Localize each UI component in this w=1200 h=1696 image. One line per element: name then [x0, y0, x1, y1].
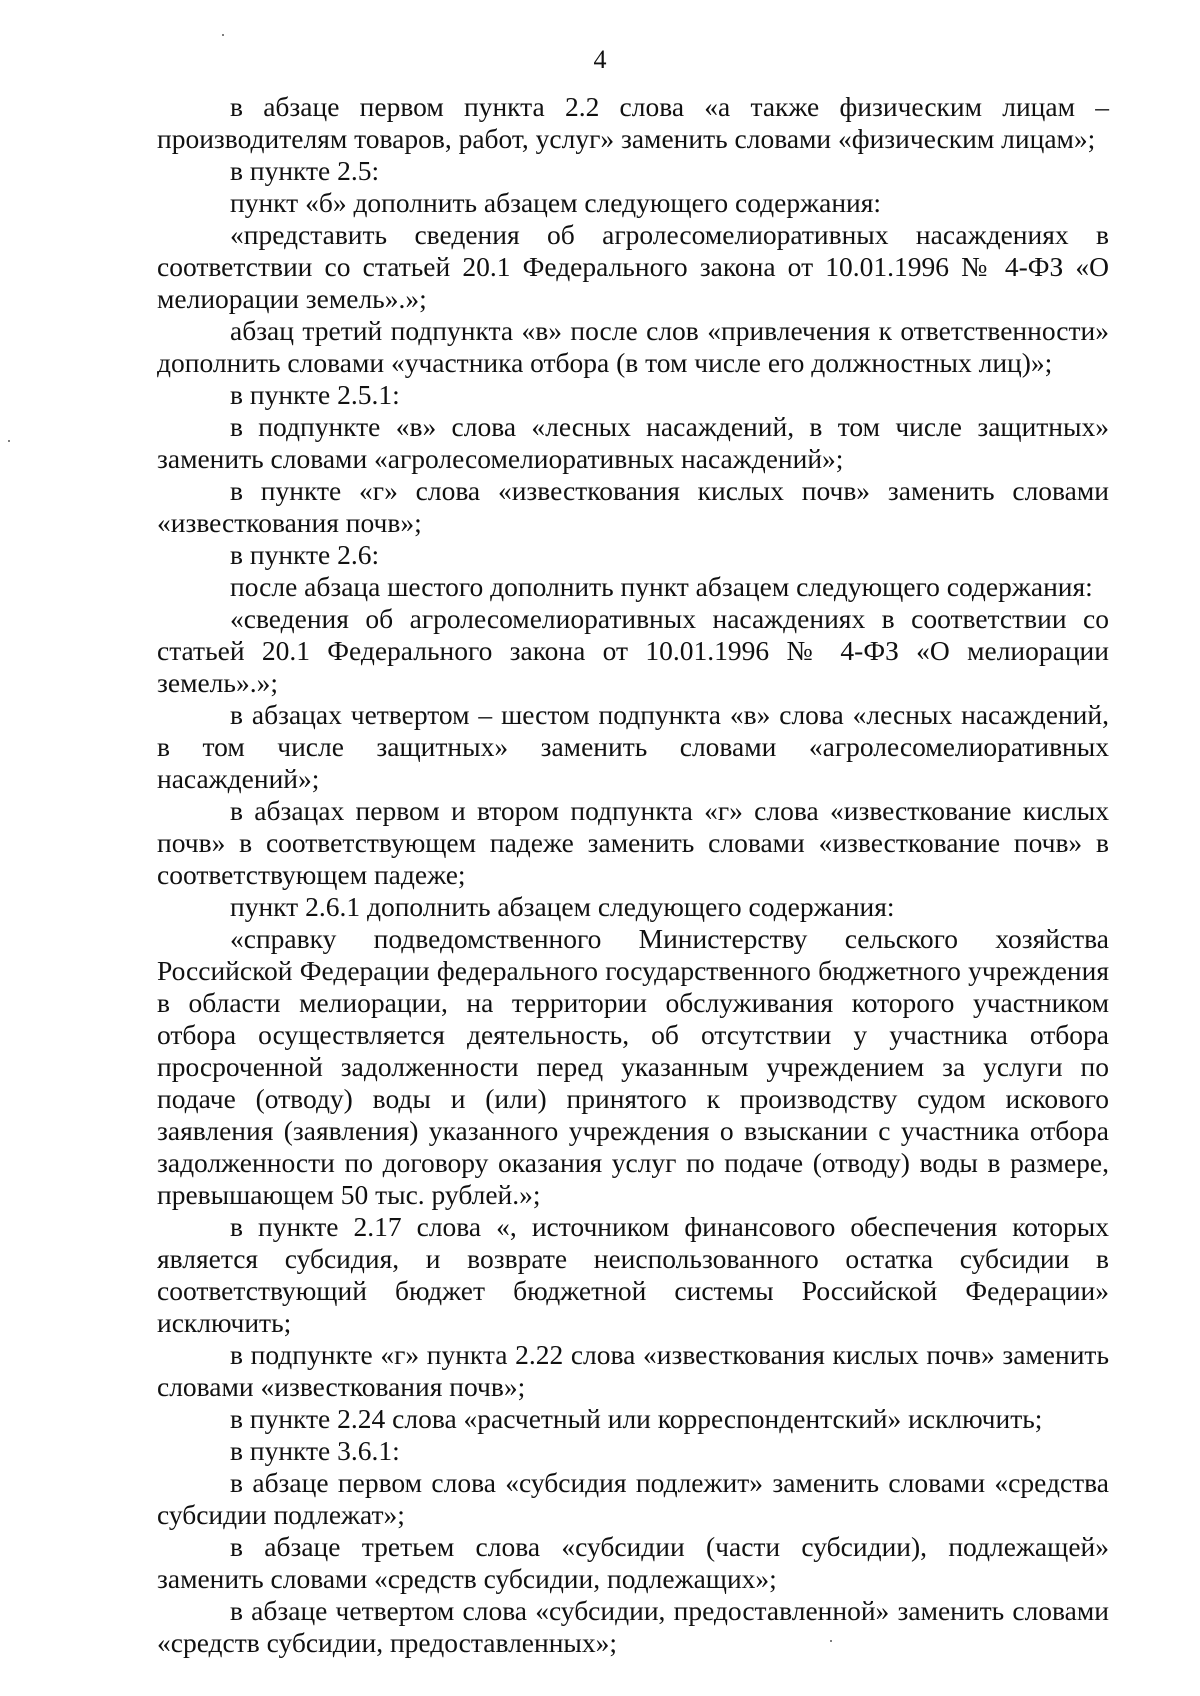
paragraph: в пункте 2.5.1:	[230, 379, 400, 410]
paragraph: в абзаце третьем слова «субсидии (части субсидии), подлежащей» заменить словами «средств субсидии, подлежащих»;	[157, 1531, 1109, 1594]
paragraph: в пункте 2.24 слова «расчетный или корреспондентский» исключить;	[230, 1403, 1043, 1434]
paragraph: пункт «б» дополнить абзацем следующего содержания:	[230, 187, 882, 218]
paragraph: в абзаце первом слова «субсидия подлежит» заменить словами «средства субсидии подлежат»;	[157, 1467, 1109, 1530]
paragraph: в пункте «г» слова «известкования кислых почв» заменить словами «известкования почв»;	[157, 475, 1109, 538]
paragraph: после абзаца шестого дополнить пункт абзацем следующего содержания:	[230, 571, 1093, 602]
paragraph: в пункте 3.6.1:	[230, 1435, 400, 1466]
paragraph: «справку подведомственного Министерству сельского хозяйства Российской Федерации федерального государственного бюджетного учреждения в области мелиорации, на территории обслуживания которого участником отбора осуществляется деятельность, об отсутствии у участника отбора просроченной задолженности перед указанным учреждением за услуги по подаче (отводу) воды и (или) принятого к производству судом искового заявления (заявления) указанного учреждения о взыскании с участника отбора задолженности по договору оказания услуг по подаче (отводу) воды в размере, превышающем 50 тыс. рублей.»;	[157, 923, 1109, 1210]
paragraph: в абзаце первом пункта 2.2 слова «а также физическим лицам – производителям товаров, работ, услуг» заменить словами «физическим лицам»;	[157, 91, 1109, 154]
paragraph: в пункте 2.17 слова «, источником финансового обеспечения которых является субсидия, и возврате неиспользованного остатка субсидии в соответствующий бюджет бюджетной системы Российской Федерации» исключить;	[157, 1211, 1109, 1338]
paragraph: пункт 2.6.1 дополнить абзацем следующего содержания:	[230, 891, 895, 922]
paragraph: в абзацах первом и втором подпункта «г» слова «известкование кислых почв» в соответствующем падеже заменить словами «известкование почв» в соответствующем падеже;	[157, 795, 1109, 890]
paragraph: «представить сведения об агролесомелиоративных насаждениях в соответствии со статьей 20.1 Федерального закона от 10.01.1996 № 4-ФЗ «О мелиорации земель».»;	[157, 219, 1109, 314]
document-body	[157, 91, 1109, 1659]
paragraph: в абзацах четвертом – шестом подпункта «в» слова «лесных насаждений, в том числе защитных» заменить словами «агролесомелиоративных насаждений»;	[157, 699, 1109, 794]
paragraph: в подпункте «в» слова «лесных насаждений, в том числе защитных» заменить словами «агролесомелиоративных насаждений»;	[157, 411, 1109, 474]
scan-speck	[8, 440, 10, 442]
scan-speck	[222, 34, 224, 36]
paragraph: в абзаце четвертом слова «субсидии, предоставленной» заменить словами «средств субсидии, предоставленных»;	[157, 1595, 1109, 1658]
paragraph: абзац третий подпункта «в» после слов «привлечения к ответственности» дополнить словами «участника отбора (в том числе его должностных лиц)»;	[157, 315, 1109, 378]
page-number: 4	[593, 45, 607, 74]
paragraph: в пункте 2.6:	[230, 539, 380, 570]
scan-speck	[830, 1640, 832, 1642]
paragraph: в пункте 2.5:	[230, 155, 380, 186]
paragraph: «сведения об агролесомелиоративных насаждениях в соответствии со статьей 20.1 Федерального закона от 10.01.1996 № 4-ФЗ «О мелиорации земель».»;	[157, 603, 1109, 698]
paragraph: в подпункте «г» пункта 2.22 слова «известкования кислых почв» заменить словами «известкования почв»;	[157, 1339, 1109, 1402]
